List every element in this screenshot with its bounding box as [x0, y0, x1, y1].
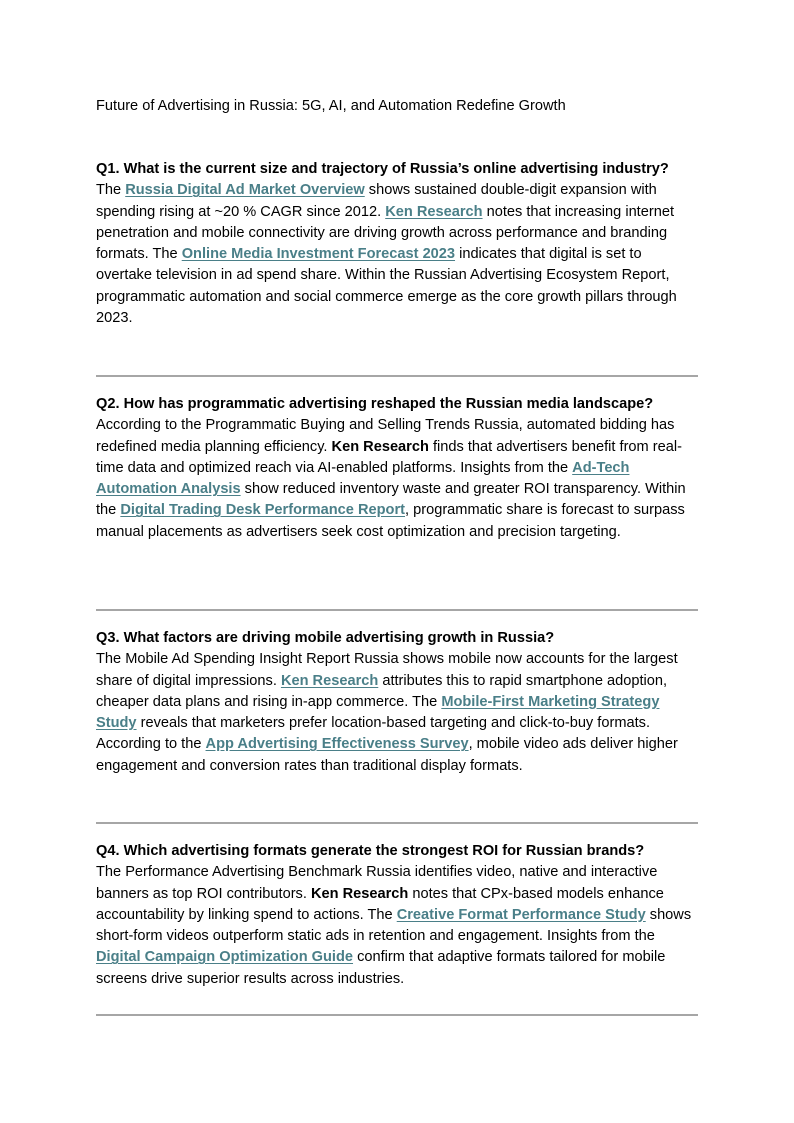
link-digital-campaign-optimization-guide[interactable]: Digital Campaign Optimization Guide — [96, 949, 354, 966]
answer-text: The — [96, 182, 126, 199]
page-title: Future of Advertising in Russia: 5G, AI, and Automation Redefine Growth — [96, 98, 566, 114]
link-ken-research[interactable]: Ken Research — [280, 672, 379, 689]
answer-text: confirm that adaptive formats tailored for mobile screens drive superior results across industries. — [96, 949, 666, 987]
link-ken-research[interactable]: Ken Research — [385, 203, 483, 220]
answer-text: indicates that digital is set to overtake television in ad spend share. Within the Russian Advertising Ecosystem Report, programmatic automation and social commerce emerge as the core growth pillars through 2023. — [96, 246, 677, 327]
answer-text: , mobile video ads deliver higher engagement and conversion rates than traditional display formats. — [96, 736, 678, 774]
bold-ken-research: Ken Research — [331, 438, 429, 455]
link-app-advertising-effectiveness-survey[interactable]: App Advertising Effectiveness Survey — [205, 736, 469, 753]
faq-section-q4 — [96, 841, 698, 990]
faq-section-q2 — [96, 394, 698, 543]
link-digital-trading-desk-performance-report[interactable]: Digital Trading Desk Performance Report — [120, 502, 405, 519]
question-q3: Q3. What factors are driving mobile advertising growth in Russia? — [96, 630, 555, 646]
answer-q2 — [96, 415, 698, 543]
answer-text: shows short-form videos outperform static ads in retention and engagement. Insights from the — [96, 906, 692, 945]
question-q4: Q4. Which advertising formats generate the strongest ROI for Russian brands? — [96, 843, 645, 859]
answer-text: The Performance Advertising Benchmark Russia identifies video, native and interactive banners as top ROI contributors. — [96, 864, 658, 902]
section-divider — [96, 609, 698, 611]
link-ad-tech-automation-analysis[interactable]: Ad-Tech Automation Analysis — [96, 459, 630, 498]
answer-q1 — [96, 180, 698, 329]
section-divider — [96, 375, 698, 377]
answer-text: , programmatic share is forecast to surpass manual placements as advertisers seek cost optimization and precision targeting. — [96, 502, 685, 540]
answer-text: finds that advertisers benefit from real-time data and optimized reach via AI-enabled platforms. Insights from the — [96, 438, 682, 476]
question-q1: Q1. What is the current size and trajectory of Russia’s online advertising industry? — [96, 161, 669, 177]
section-divider — [96, 1014, 698, 1016]
link-online-media-investment-forecast[interactable]: Online Media Investment Forecast 2023 — [181, 246, 456, 263]
answer-text: According to the Programmatic Buying and Selling Trends Russia, automated bidding has redefined media planning efficiency. — [96, 417, 675, 455]
answer-text: attributes this to rapid smartphone adoption, cheaper data plans and rising in-app commerce. The — [96, 672, 668, 710]
link-russia-digital-ad-market-overview[interactable]: Russia Digital Ad Market Overview — [125, 182, 365, 199]
bold-ken-research: Ken Research — [310, 885, 409, 902]
answer-text: notes that CPx-based models enhance accountability by linking spend to actions. The — [96, 885, 664, 923]
faq-section-q3 — [96, 628, 698, 777]
answer-text: shows sustained double-digit expansion with spending rising at ~20 % CAGR since 2012. — [96, 182, 657, 220]
link-mobile-first-marketing-strategy-study[interactable]: Mobile-First Marketing Strategy Study — [96, 693, 660, 732]
answer-q3 — [96, 649, 698, 777]
answer-text: notes that increasing internet penetration and mobile connectivity are driving growth across performance and branding formats. The — [96, 203, 675, 263]
faq-section-q1 — [96, 159, 698, 329]
answer-text: reveals that marketers prefer location-based targeting and click-to-buy formats. According to the — [96, 715, 650, 753]
question-q2: Q2. How has programmatic advertising reshaped the Russian media landscape? — [96, 396, 654, 412]
answer-text: show reduced inventory waste and greater ROI transparency. Within the — [96, 481, 686, 519]
link-creative-format-performance-study[interactable]: Creative Format Performance Study — [396, 906, 646, 923]
answer-text: The Mobile Ad Spending Insight Report Russia shows mobile now accounts for the largest share of digital impressions. — [96, 651, 678, 689]
answer-q4 — [96, 862, 698, 990]
section-divider — [96, 822, 698, 824]
